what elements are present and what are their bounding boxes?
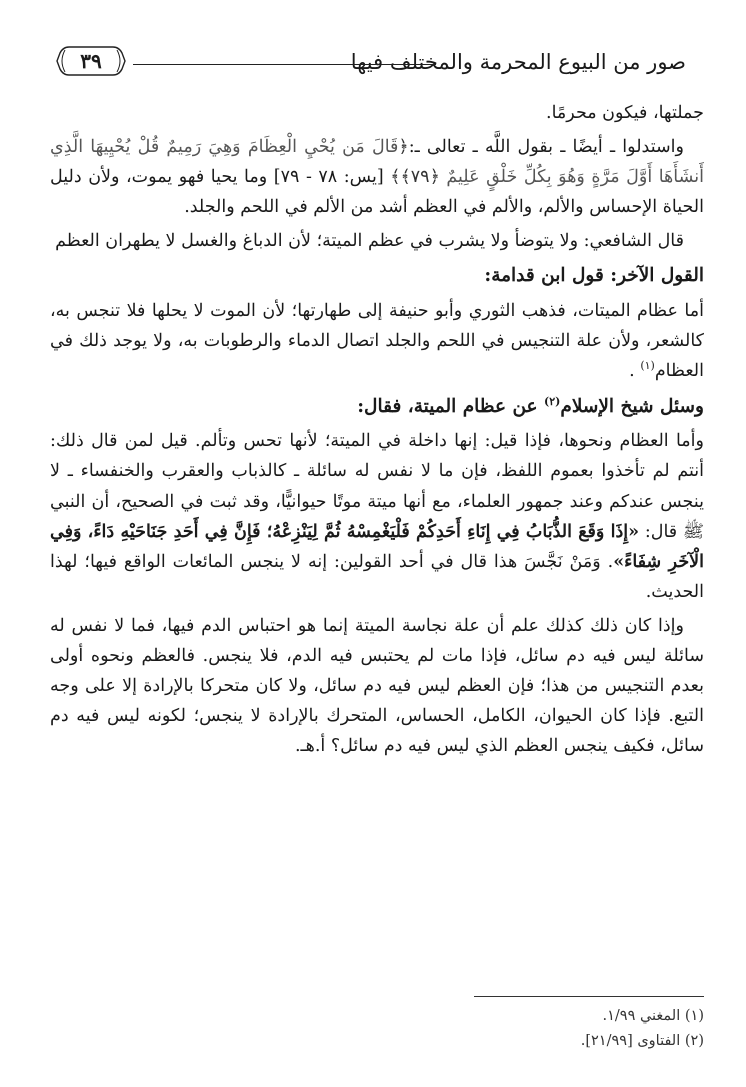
paragraph-2 (50, 132, 704, 222)
paragraph-5-a: وأما العظام ونحوها، فإذا قيل: إنها داخلة في الميتة؛ لأنها تحس وتألم. قيل لمن قال ذلك: أنتم لم تأخذوا بعموم اللفظ، فإن ما لا نفس له سائلة ـ كالذباب والعقرب والخنفساء ـ لا ينجس عندكم وعند جمهور العلماء، مع أنها ميتة موتًا حيوانيًّا، وقد ثبت في الصحيح، أن النبي ﷺ قال: (50, 431, 705, 542)
paragraph-3 (50, 226, 704, 256)
footnote-ref-2[interactable]: (٢) (544, 394, 561, 408)
paragraph-4 (50, 296, 704, 386)
quran-reference: [يس: ٧٨ - ٧٩] (273, 167, 384, 188)
paragraph-6-text: وإذا كان ذلك كذلك علم أن علة نجاسة الميتة إنما هو احتباس الدم فيها، فما لا نفس له سائلة ليس فيه دم سائل، فإذا مات لم يحتبس فيه الدم، فلا ينجس. فالعظم ونحوه أولى بعدم التنجيس من هذا؛ فإن العظم ليس فيه دم سائل، ولا كان متحركا بالإرادة إلا على وجه التبع. فإذا كان الحيوان، الكامل، الحساس، المتحرك بالإرادة لا ينجس؛ لكونه ليس فيه دم سائل، فكيف ينجس العظم الذي ليس فيه دم سائل؟ أ.هـ. (50, 615, 704, 757)
footnote-ref-1[interactable]: (١) (640, 359, 655, 373)
hadith-text: «إِذَا وَقَعَ الذُّبَابُ فِي إِنَاءِ أَحَدِكُمْ فَلْيَغْمِسْهُ ثُمَّ لِيَنْزِعْهُ؛ فَإِنَّ فِي أَحَدِ جَنَاحَيْهِ دَاءً، وَفِي الْآخَرِ شِفَاءً» (50, 521, 704, 572)
heading-shaykh-question-a: وسئل شيخ الإسلام (560, 395, 704, 417)
quran-verse: قَالَ مَن يُحْيِ الْعِظَامَ وَهِيَ رَمِيمٌ قُلْ يُحْيِيهَا الَّذِي أَنشَأَهَا أَوَّلَ مَرَّةٍ وَهُوَ بِكُلِّ خَلْقٍ عَلِيمٌ (50, 137, 704, 188)
paragraph-5 (50, 426, 704, 607)
heading-other-opinion (50, 260, 704, 292)
paragraph-4-end: . (629, 361, 641, 382)
paragraph-2-rest: وما يحيا فهو يموت، ولأن دليل الحياة الإحساس والألم، والألم في العظم أشد من الألم في اللحم والجلد. (50, 167, 704, 218)
paragraph-4-text: أما عظام الميتات، فذهب الثوري وأبو حنيفة إلى طهارتها؛ لأن الموت لا يحلها فلا تنجس به، كالشعر، ولأن علة التنجيس في اللحم والجلد اتصال الدماء والرطوبات به، ولا يوجد ذلك في العظام (50, 301, 704, 382)
paragraph-3-text: قال الشافعي: ولا يتوضأ ولا يشرب في عظم الميتة؛ لأن الدباغ والغسل لا يطهران العظم (55, 231, 684, 252)
footnote-1: (١) المغني ١/٩٩. (602, 1008, 704, 1024)
ayah-number-mark: ﴿٧٩﴾ (400, 167, 440, 188)
heading-other-opinion-text: القول الآخر: قول ابن قدامة: (484, 265, 704, 287)
page-header (55, 40, 686, 82)
running-title: صور من البيوع المحرمة والمختلف فيها (350, 50, 686, 74)
paragraph-5-b: . وَمَنْ نَجَّسَ هذا قال في أحد القولين: إنه لا ينجس المائعات الواقع فيها؛ لهذا الحديث. (50, 551, 704, 602)
paragraph-6 (50, 611, 704, 761)
quran-bracket-open: ﴿ (398, 137, 409, 158)
paragraph-1 (50, 98, 704, 128)
main-text (50, 98, 704, 765)
page-number: ٣٩ (80, 49, 102, 73)
header-rule (133, 64, 436, 65)
page-number-box (55, 44, 127, 78)
heading-shaykh-question-b: عن عظام الميتة، فقال: (357, 395, 545, 417)
footnote-2: (٢) الفتاوى [٢١/٩٩]. (580, 1032, 704, 1049)
quran-bracket-close: ﴾ (390, 167, 401, 188)
quran-intro: واستدلوا ـ أيضًا ـ بقول اللَّه ـ تعالى ـ: (408, 137, 684, 158)
footnotes (304, 1004, 704, 1053)
paragraph-1-text: جملتها، فيكون محرمًا. (546, 103, 704, 123)
footnote-rule (474, 996, 704, 997)
heading-shaykh-question (50, 391, 704, 423)
